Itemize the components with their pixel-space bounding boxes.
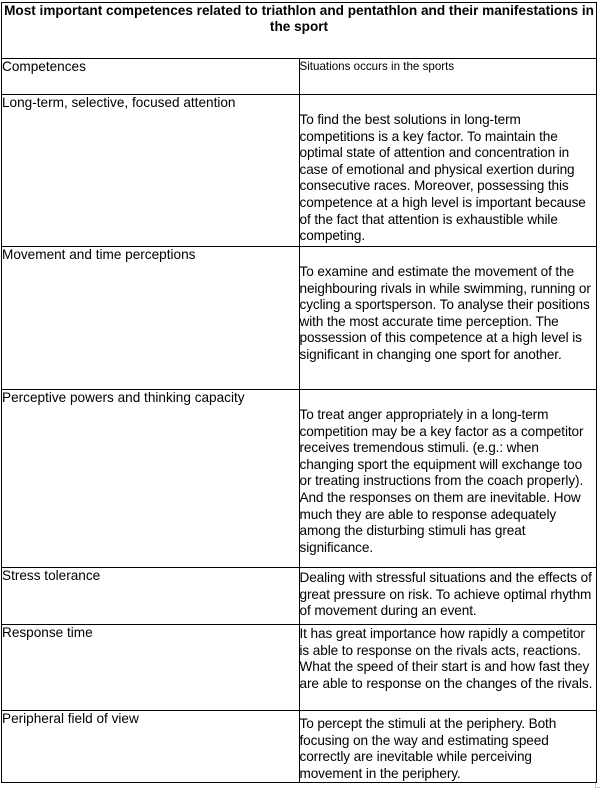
competence-cell: Perceptive powers and thinking capacity: [2, 390, 300, 568]
situation-text: To examine and estimate the movement of the neighbouring rivals in while swimming, running or cycling a sportsperson. To analyse their positions with the most accurate time perception. The possession of this competence at a high level is significant in changing one sport for another.: [299, 264, 591, 362]
header-situations: Situations occurs in the sports: [299, 59, 597, 95]
situation-cell: [299, 568, 597, 625]
page-corner-mark: [595, 783, 600, 788]
table-row: [2, 568, 597, 625]
competence-cell: Response time: [2, 625, 300, 711]
situation-cell: [299, 625, 597, 711]
situation-text: To find the best solutions in long-term competitions is a key factor. To maintain the optimal state of attention and concentration in case of emotional and physical exertion during consecutive races. Moreover, possessing this competence at a high level is important because of the fact that attention is exhaustible while competing.: [299, 112, 586, 244]
competences-table: [1, 2, 597, 783]
situation-cell: [299, 390, 597, 568]
table-title-row: [2, 3, 597, 59]
situation-text: Dealing with stressful situations and the effects of great pressure on risk. To achieve optimal rhythm of movement during an event.: [299, 570, 592, 619]
competence-cell: Long-term, selective, focused attention: [2, 95, 300, 247]
table-row: [2, 247, 597, 390]
situation-text: It has great importance how rapidly a competitor is able to response on the rivals acts, reactions. What the speed of their start is and how fast they are able to response on the changes of the rivals.: [299, 626, 593, 691]
table-header-row: [2, 59, 597, 95]
situation-text: To treat anger appropriately in a long-term competition may be a key factor as a competitor receives tremendous stimuli. (e.g.: when changing sport the equipment will exchange too or treating instructions from the coach properly). And the responses on them are inevitable. How much they are able to response adequately among the disturbing stimuli has great significance.: [299, 407, 584, 555]
competence-cell: Stress tolerance: [2, 568, 300, 625]
table-row: [2, 711, 597, 783]
situation-text: To percept the stimuli at the periphery. Both focusing on the way and estimating speed correctly are inevitable while perceiving movement in the periphery.: [299, 716, 557, 781]
situation-cell: [299, 711, 597, 783]
competence-cell: Movement and time perceptions: [2, 247, 300, 390]
situation-cell: [299, 95, 597, 247]
situation-cell: [299, 247, 597, 390]
table-row: [2, 95, 597, 247]
table-row: [2, 625, 597, 711]
table-row: [2, 390, 597, 568]
competence-cell: Peripheral field of view: [2, 711, 300, 783]
table-title: Most important competences related to triathlon and pentathlon and their manifestations in the sport: [2, 3, 597, 59]
header-competences: Competences: [2, 59, 300, 95]
